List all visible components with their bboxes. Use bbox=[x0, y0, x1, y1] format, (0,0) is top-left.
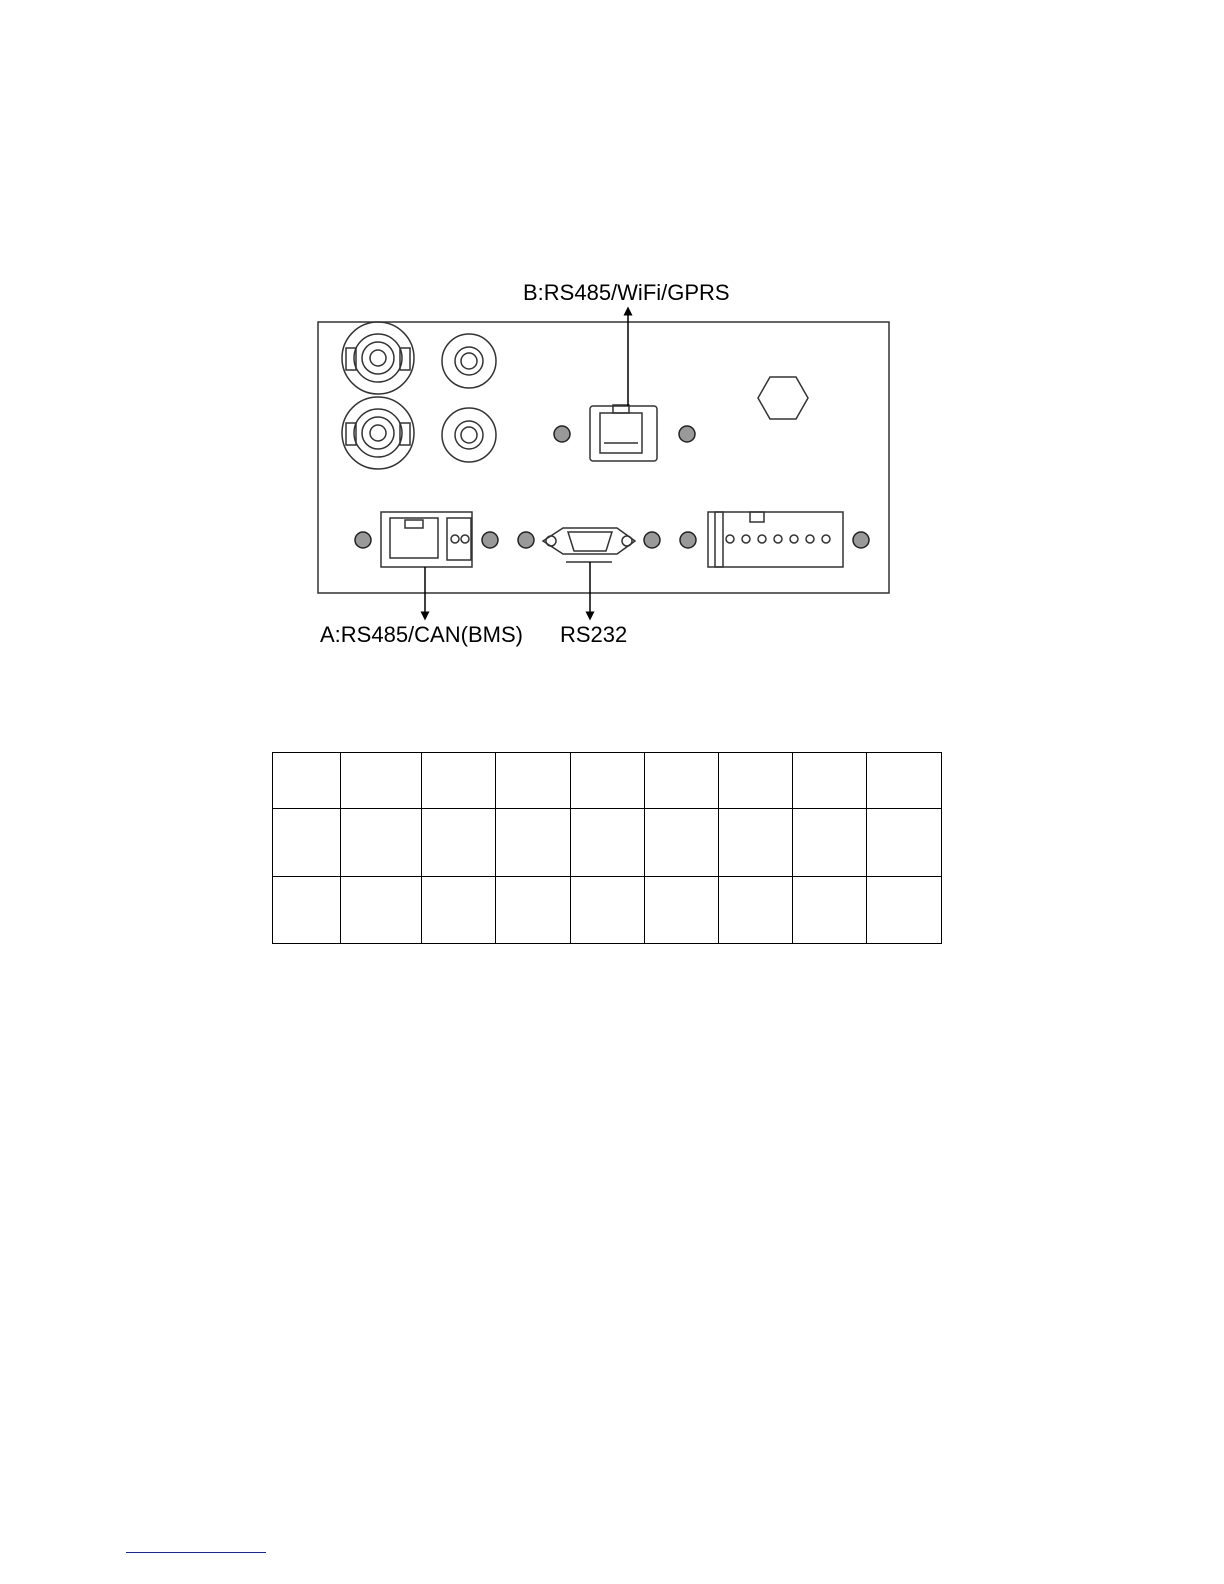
table-cell bbox=[719, 809, 793, 877]
table-cell bbox=[273, 753, 341, 809]
table-cell bbox=[496, 753, 571, 809]
table-cell bbox=[273, 877, 341, 944]
table-cell bbox=[341, 753, 422, 809]
table-cell bbox=[496, 809, 571, 877]
table-cell bbox=[341, 877, 422, 944]
table-cell bbox=[793, 753, 867, 809]
table-cell bbox=[496, 877, 571, 944]
table-row bbox=[273, 753, 942, 809]
table-cell bbox=[571, 877, 645, 944]
footer-rule bbox=[126, 1552, 266, 1553]
table-cell bbox=[719, 753, 793, 809]
table-cell bbox=[571, 753, 645, 809]
label-rs232: RS232 bbox=[560, 622, 628, 647]
table-cell bbox=[645, 753, 719, 809]
label-port-a: A:RS485/CAN(BMS) bbox=[320, 622, 523, 647]
table-row bbox=[273, 877, 942, 944]
table-cell bbox=[867, 809, 942, 877]
label-port-b: B:RS485/WiFi/GPRS bbox=[523, 280, 730, 305]
rear-panel-diagram bbox=[0, 0, 1224, 700]
table-cell bbox=[645, 877, 719, 944]
table-cell bbox=[793, 809, 867, 877]
table-cell bbox=[793, 877, 867, 944]
table-cell bbox=[422, 877, 496, 944]
table-cell bbox=[867, 753, 942, 809]
table-cell bbox=[719, 877, 793, 944]
table-cell bbox=[273, 809, 341, 877]
table-cell bbox=[867, 877, 942, 944]
table-cell bbox=[645, 809, 719, 877]
table-cell bbox=[571, 809, 645, 877]
table-cell bbox=[422, 753, 496, 809]
table-row bbox=[273, 809, 942, 877]
pin-table bbox=[272, 752, 942, 944]
table-cell bbox=[422, 809, 496, 877]
table-cell bbox=[341, 809, 422, 877]
